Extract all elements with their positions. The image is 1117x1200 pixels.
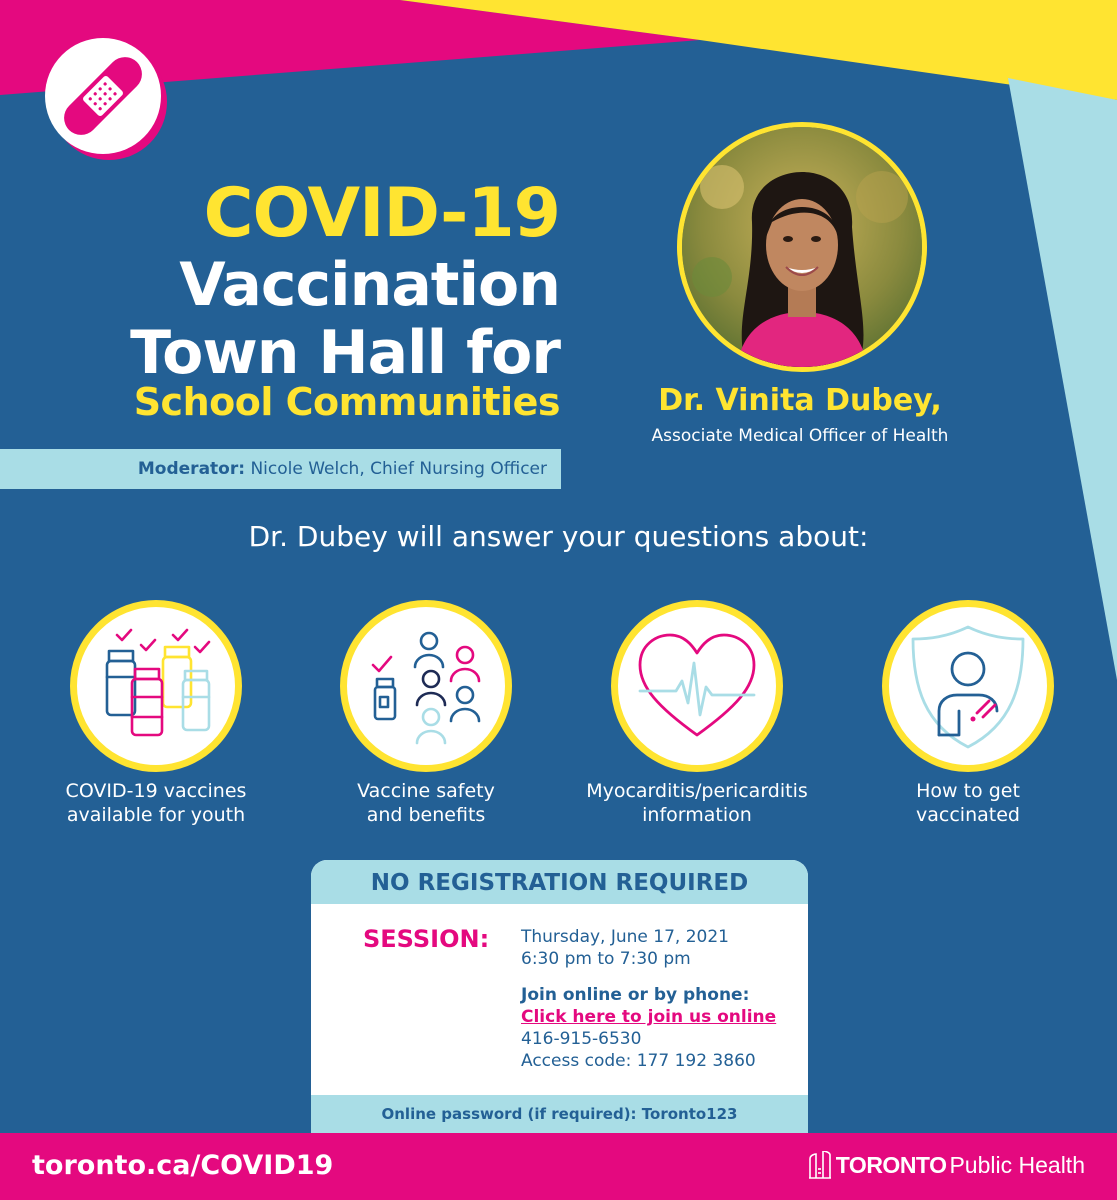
bandaid-icon: [45, 38, 161, 154]
session-label: SESSION:: [363, 925, 490, 953]
background-light-blue-shape: [1008, 78, 1117, 680]
topic-get-vaccinated: [838, 600, 1098, 827]
footer-bar: [0, 1133, 1117, 1200]
intro-heading: Dr. Dubey will answer your questions about:: [248, 520, 869, 553]
heart-pulse-icon: [618, 607, 776, 765]
vaccine-vials-icon: [77, 607, 235, 765]
topic-icon-circle: [882, 600, 1054, 772]
title-vaccination: Vaccination: [179, 250, 560, 320]
speaker-portrait: [682, 127, 922, 367]
site-url[interactable]: toronto.ca/COVID19: [32, 1150, 334, 1181]
join-online-link[interactable]: Click here to join us online: [521, 1007, 777, 1027]
topic-vaccines-youth: [26, 600, 286, 827]
speaker-name: Dr. Vinita Dubey,: [658, 383, 942, 418]
title-school-communities: School Communities: [133, 380, 560, 424]
session-time: 6:30 pm to 7:30 pm: [521, 949, 691, 969]
access-code: Access code: 177 192 3860: [521, 1051, 756, 1071]
topic-label: How to get vaccinated: [916, 780, 1020, 826]
phone-number: 416-915-6530: [521, 1029, 642, 1049]
session-details: [521, 926, 776, 1072]
people-vaccine-icon: [347, 607, 505, 765]
topic-myocarditis: [567, 600, 827, 827]
session-date: Thursday, June 17, 2021: [521, 927, 729, 947]
moderator-value: Nicole Welch, Chief Nursing Officer: [250, 459, 547, 479]
speaker-photo: [677, 122, 927, 372]
online-password: Online password (if required): Toronto123: [311, 1095, 808, 1133]
city-hall-icon: [808, 1151, 832, 1179]
bandaid-badge: [45, 38, 161, 154]
title-covid: COVID-19: [203, 174, 560, 253]
topic-icon-circle: [340, 600, 512, 772]
logo-toronto: TORONTO: [835, 1152, 947, 1178]
topic-label: COVID-19 vaccines available for youth: [65, 780, 247, 826]
registration-card: [311, 860, 808, 1133]
moderator-bar: [0, 449, 561, 489]
moderator-label: Moderator:: [137, 459, 246, 479]
topic-label: Myocarditis/pericarditis information: [586, 780, 808, 826]
logo-public-health: Public Health: [949, 1152, 1085, 1178]
title-town-hall: Town Hall for: [130, 318, 560, 388]
topic-safety-benefits: [296, 600, 556, 827]
moderator-text: [138, 459, 547, 479]
toronto-public-health-logo: [808, 1151, 1085, 1179]
topic-label: Vaccine safety and benefits: [357, 780, 495, 826]
join-heading: Join online or by phone:: [521, 985, 750, 1005]
topic-icon-circle: [611, 600, 783, 772]
speaker-role: Associate Medical Officer of Health: [651, 426, 949, 446]
topic-icon-circle: [70, 600, 242, 772]
registration-header: NO REGISTRATION REQUIRED: [311, 860, 808, 904]
shield-person-icon: [889, 607, 1047, 765]
